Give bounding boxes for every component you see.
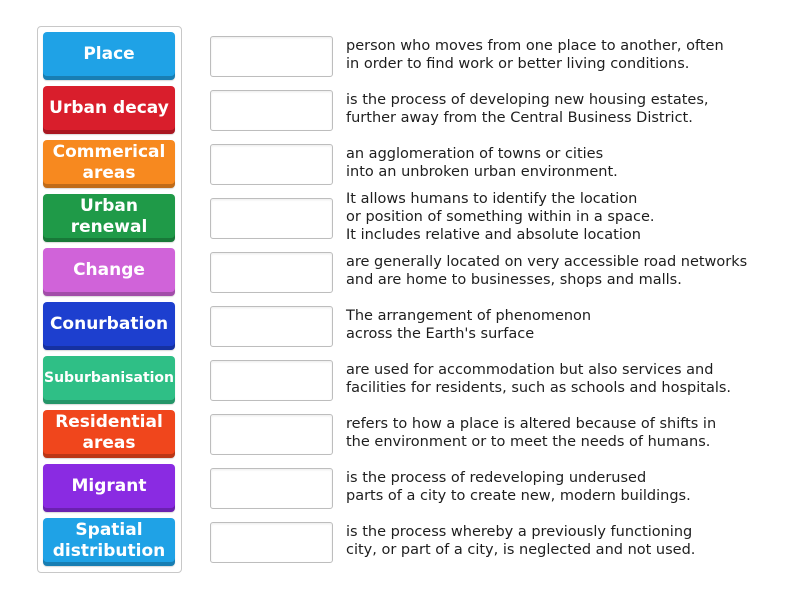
description-1: person who moves from one place to another, often in order to find work or better living conditions. <box>346 38 724 72</box>
drop-slot-10[interactable] <box>210 522 333 563</box>
tile-place[interactable]: Place <box>43 32 175 80</box>
drop-slot-7[interactable] <box>210 360 333 401</box>
tile-migrant[interactable]: Migrant <box>43 464 175 512</box>
description-4: It allows humans to identify the location or position of something within in a space. It includes relative and absolute location <box>346 191 655 243</box>
description-6: The arrangement of phenomenon across the Earth's surface <box>346 308 592 342</box>
description-2: is the process of developing new housing estates, further away from the Central Business District. <box>346 92 709 126</box>
description-10: is the process whereby a previously functioning city, or part of a city, is neglected and not used. <box>346 524 696 558</box>
description-7: are used for accommodation but also services and facilities for residents, such as schools and hospitals. <box>346 362 732 396</box>
drop-slot-3[interactable] <box>210 144 333 185</box>
description-8: refers to how a place is altered because of shifts in the environment or to meet the needs of humans. <box>346 416 717 450</box>
tile-spatial-distribution[interactable]: Spatial distribution <box>43 518 175 566</box>
tile-suburbanisation[interactable]: Suburbanisation <box>43 356 175 404</box>
description-3: an agglomeration of towns or cities into an unbroken urban environment. <box>346 146 618 180</box>
drop-slot-4[interactable] <box>210 198 333 239</box>
tile-change[interactable]: Change <box>43 248 175 296</box>
tile-residential-areas[interactable]: Residential areas <box>43 410 175 458</box>
tile-conurbation[interactable]: Conurbation <box>43 302 175 350</box>
tile-urban-decay[interactable]: Urban decay <box>43 86 175 134</box>
tile-commerical-areas[interactable]: Commerical areas <box>43 140 175 188</box>
drop-slot-8[interactable] <box>210 414 333 455</box>
description-9: is the process of redeveloping underused parts of a city to create new, modern buildings. <box>346 470 691 504</box>
description-5: are generally located on very accessible road networks and are home to businesses, shops and malls. <box>346 254 748 288</box>
drop-slot-9[interactable] <box>210 468 333 509</box>
drop-slot-1[interactable] <box>210 36 333 77</box>
tile-urban-renewal[interactable]: Urban renewal <box>43 194 175 242</box>
drop-slot-2[interactable] <box>210 90 333 131</box>
drop-slot-5[interactable] <box>210 252 333 293</box>
drop-slot-6[interactable] <box>210 306 333 347</box>
